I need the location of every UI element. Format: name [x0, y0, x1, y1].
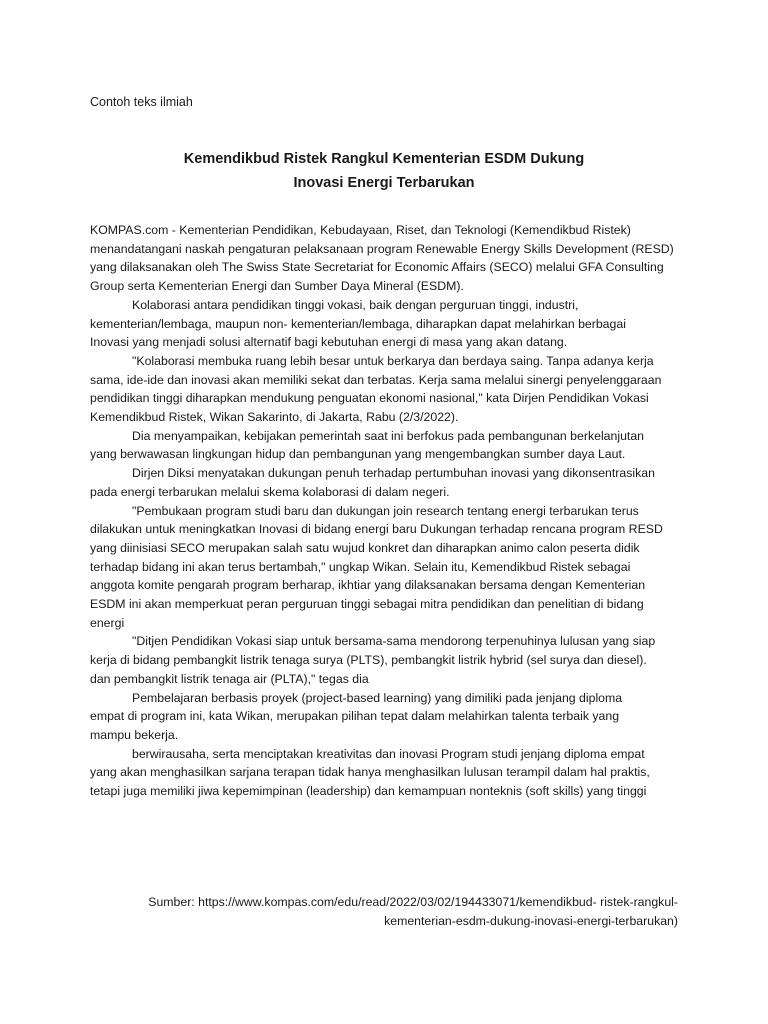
header-note: Contoh teks ilmiah — [90, 95, 193, 109]
paragraph — [90, 427, 690, 464]
paragraph-line: mampu bekerja. — [90, 727, 179, 742]
paragraph-line: kementerian/lembaga, maupun non- kementerian/lembaga, diharapkan dapat melahirkan berbagai — [90, 316, 626, 331]
paragraph-line: pada energi terbarukan melalui skema kolaborasi di dalam negeri. — [90, 484, 450, 499]
paragraph-line: Dirjen Diksi menyatakan dukungan penuh terhadap pertumbuhan inovasi yang dikonsentrasikan — [132, 466, 655, 481]
paragraph-line: anggota komite pengarah program berharap, ikhtiar yang dilaksanakan bersama dengan Kementerian — [90, 578, 646, 593]
paragraph — [90, 221, 690, 296]
paragraph-line: dilakukan untuk meningkatkan Inovasi di bidang energi baru Dukungan terhadap rencana program RESD — [90, 522, 663, 537]
paragraph-line: menandatangani naskah pengaturan pelaksanaan program Renewable Energy Skills Development (RESD) — [90, 241, 674, 256]
paragraph-line: berwirausaha, serta menciptakan kreativitas dan inovasi Program studi jenjang diploma empat — [132, 746, 645, 761]
article-title — [90, 147, 678, 195]
paragraph-line: sama, ide-ide dan inovasi akan memiliki sekat dan terbatas. Kerja sama melalui sinergi penyelenggaraan — [90, 372, 662, 387]
paragraph-line: dan pembangkit listrik tenaga air (PLTA)," tegas dia — [90, 671, 369, 686]
paragraph-line: yang diinisiasi SECO merupakan salah satu wujud konkret dan diharapkan animo calon peserta didik — [90, 540, 640, 555]
source-line-1: Sumber: https://www.kompas.com/edu/read/2022/03/02/194433071/kemendikbud- ristek-rangkul- — [148, 895, 678, 909]
paragraph-line: yang akan menghasilkan sarjana terapan tidak hanya menghasilkan lulusan terampil dalam hal praktis, — [90, 765, 650, 780]
paragraph-line: yang berwawasan lingkungan hidup dan pembangunan yang mengembangkan sumber daya Laut. — [90, 447, 626, 462]
paragraph — [90, 689, 690, 745]
paragraph-line: yang dilaksanakan oleh The Swiss State Secretariat for Economic Affairs (SECO) melalui GFA Consulting — [90, 260, 664, 275]
paragraph-line: kerja di bidang pembangkit listrik tenaga surya (PLTS), pembangkit listrik hybrid (sel surya dan diesel). — [90, 653, 647, 668]
paragraph — [90, 296, 690, 352]
paragraph-line: "Kolaborasi membuka ruang lebih besar untuk berkarya dan berdaya saing. Tanpa adanya kerja — [132, 353, 654, 368]
paragraph-line: Kolaborasi antara pendidikan tinggi vokasi, baik dengan perguruan tinggi, industri, — [132, 297, 579, 312]
article-title-line-2: Inovasi Energi Terbarukan — [293, 175, 475, 191]
paragraph-line: "Ditjen Pendidikan Vokasi siap untuk bersama-sama mendorong terpenuhinya lulusan yang siap — [132, 634, 656, 649]
article-body — [90, 221, 690, 801]
paragraph-line: tetapi juga memiliki jiwa kepemimpinan (leadership) dan kemampuan nonteknis (soft skills) yang tinggi — [90, 784, 647, 799]
paragraph-line: empat di program ini, kata Wikan, merupakan pilihan tepat dalam melahirkan talenta terbaik yang — [90, 709, 620, 724]
source-line-2: kementerian-esdm-dukung-inovasi-energi-terbarukan) — [384, 914, 678, 928]
paragraph-line: Inovasi yang menjadi solusi alternatif bagi kebutuhan energi di masa yang akan datang. — [90, 335, 568, 350]
paragraph-line: pendidikan tinggi diharapkan mendukung penguatan ekonomi nasional," kata Dirjen Pendidikan Vokasi — [90, 391, 649, 406]
paragraph — [90, 352, 690, 427]
paragraph-line: Dia menyampaikan, kebijakan pemerintah saat ini berfokus pada pembangunan berkelanjutan — [132, 428, 645, 443]
paragraph — [90, 464, 690, 501]
article-title-line-1: Kemendikbud Ristek Rangkul Kementerian ESDM Dukung — [183, 151, 585, 167]
paragraph-line: ESDM ini akan memperkuat peran perguruan tinggi sebagai mitra pendidikan dan penelitian di bidang — [90, 597, 644, 612]
paragraph-line: Pembelajaran berbasis proyek (project-based learning) yang dimiliki pada jenjang diploma — [132, 690, 623, 705]
paragraph-line: Kemendikbud Ristek, Wikan Sakarinto, di Jakarta, Rabu (2/3/2022). — [90, 410, 459, 425]
source-citation — [90, 893, 678, 931]
paragraph-line: Group serta Kementerian Energi dan Sumber Daya Mineral (ESDM). — [90, 279, 464, 294]
paragraph-line: "Pembukaan program studi baru dan dukungan join research tentang energi terbarukan terus — [132, 503, 639, 518]
paragraph-line: energi — [90, 615, 125, 630]
paragraph-line: KOMPAS.com - Kementerian Pendidikan, Kebudayaan, Riset, dan Teknologi (Kemendikbud Ristek) — [90, 223, 631, 237]
paragraph — [90, 745, 690, 801]
paragraph — [90, 502, 690, 633]
paragraph-line: terhadap bidang ini akan terus bertambah," ungkap Wikan. Selain itu, Kemendikbud Ristek sebagai — [90, 559, 631, 574]
paragraph — [90, 632, 690, 688]
